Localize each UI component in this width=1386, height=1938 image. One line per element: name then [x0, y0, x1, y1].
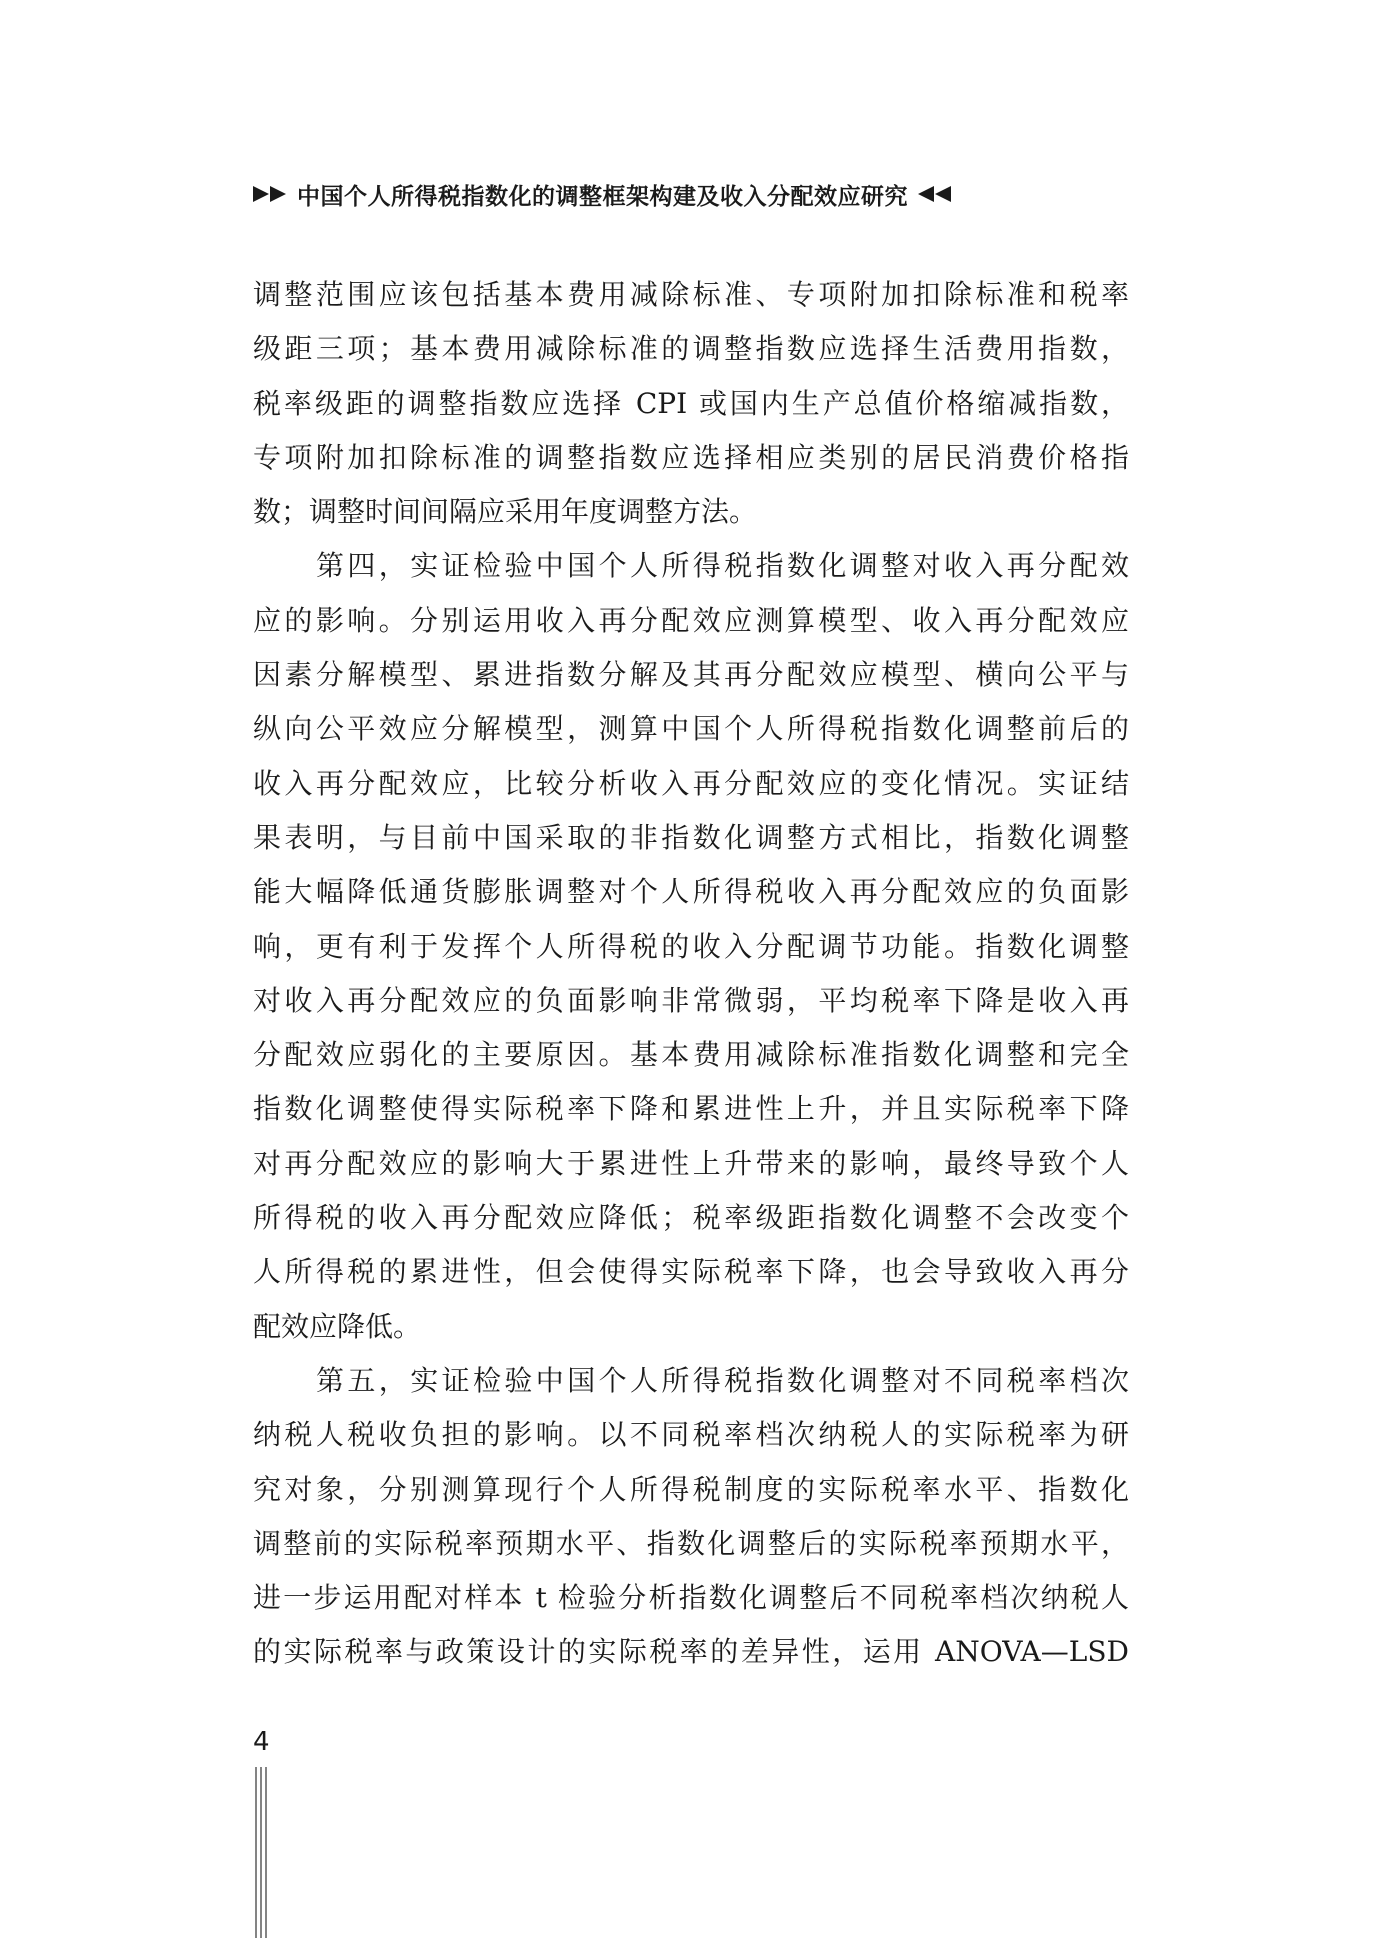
text-line: 收入再分配效应，比较分析收入再分配效应的变化情况。实证结	[253, 766, 1129, 800]
text-line: 纵向公平效应分解模型，测算中国个人所得税指数化调整前后的	[253, 712, 1129, 746]
text-line: 因素分解模型、累进指数分解及其再分配效应模型、横向公平与	[253, 658, 1129, 692]
text-line: 纳税人税收负担的影响。以不同税率档次纳税人的实际税率为研	[253, 1418, 1129, 1452]
text-line: 究对象，分别测算现行个人所得税制度的实际税率水平、指数化	[253, 1472, 1129, 1506]
text-line: 分配效应弱化的主要原因。基本费用减除标准指数化调整和完全	[253, 1038, 1129, 1072]
text-line: 调整前的实际税率预期水平、指数化调整后的实际税率预期水平，	[253, 1526, 1129, 1560]
text-line: 配效应降低。	[253, 1309, 422, 1343]
text-line: 对收入再分配效应的负面影响非常微弱，平均税率下降是收入再	[253, 983, 1129, 1017]
double-left-triangle-icon	[918, 184, 952, 204]
text-line: 指数化调整使得实际税率下降和累进性上升，并且实际税率下降	[253, 1092, 1129, 1126]
double-right-triangle-icon	[253, 184, 287, 204]
text-line: 能大幅降低通货膨胀调整对个人所得税收入再分配效应的负面影	[253, 875, 1129, 909]
text-line: 响，更有利于发挥个人所得税的收入分配调节功能。指数化调整	[253, 929, 1129, 963]
text-line: 数；调整时间间隔应采用年度调整方法。	[253, 495, 758, 529]
text-line: 进一步运用配对样本 t 检验分析指数化调整后不同税率档次纳税人	[253, 1581, 1129, 1615]
text-line: 应的影响。分别运用收入再分配效应测算模型、收入再分配效应	[253, 603, 1129, 637]
body-text	[253, 268, 1129, 1680]
running-head-title: 中国个人所得税指数化的调整框架构建及收入分配效应研究	[297, 183, 908, 210]
running-head	[253, 176, 1013, 212]
text-line: 税率级距的调整指数应选择 CPI 或国内生产总值价格缩减指数，	[253, 386, 1129, 420]
text-line: 专项附加扣除标准的调整指数应选择相应类别的居民消费价格指	[253, 440, 1129, 474]
text-line: 第五，实证检验中国个人所得税指数化调整对不同税率档次	[316, 1363, 1129, 1397]
decorative-rule-lines	[254, 1767, 274, 1938]
text-line: 对再分配效应的影响大于累进性上升带来的影响，最终导致个人	[253, 1146, 1129, 1180]
text-line: 所得税的收入再分配效应降低；税率级距指数化调整不会改变个	[253, 1201, 1129, 1235]
text-line: 果表明，与目前中国采取的非指数化调整方式相比，指数化调整	[253, 820, 1129, 854]
text-line: 调整范围应该包括基本费用减除标准、专项附加扣除标准和税率	[253, 278, 1129, 311]
text-line: 第四，实证检验中国个人所得税指数化调整对收入再分配效	[316, 549, 1129, 583]
text-line: 的实际税率与政策设计的实际税率的差异性，运用 ANOVA—LSD	[253, 1635, 1129, 1669]
page-number: 4	[253, 1727, 270, 1757]
text-line: 人所得税的累进性，但会使得实际税率下降，也会导致收入再分	[253, 1255, 1129, 1289]
text-line: 级距三项；基本费用减除标准的调整指数应选择生活费用指数，	[253, 332, 1129, 366]
